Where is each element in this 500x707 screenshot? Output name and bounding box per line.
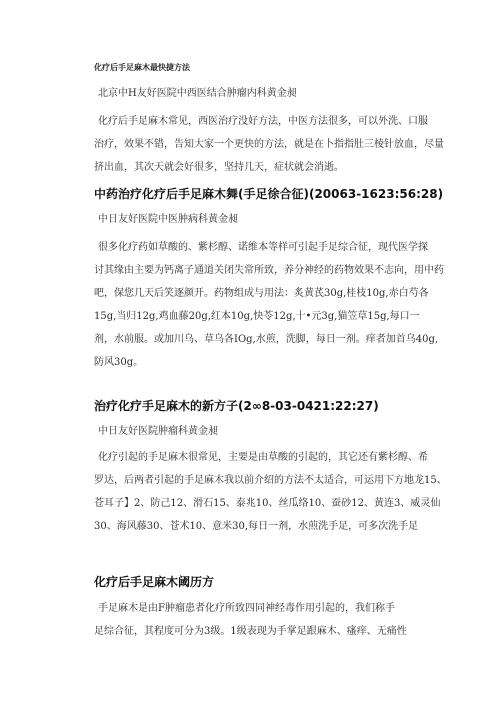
text-line: 化疗后手足麻木常见，西医治疗没好方法，中医方法很多，可以外洗、口服 [98, 116, 428, 127]
section-heading: 中药治疗化疗后手足麻木舞(手足徐合征)(20063-1623:56:28) [94, 187, 444, 201]
text-line: 吧，保您几天后笑逐颜开。药物组成与用法：炙黄芪30g,桂枝10g,赤白芍各 [94, 288, 429, 299]
document-title: 化疗后手足麻木最快捷方法 [94, 63, 190, 72]
text-line: 治疗，效果不错，告知大家一个更快的方法，就是在卜指指肚三棱针放血，尽量 [94, 139, 444, 150]
text-line: 15g,当归12g,鸡血藤20g,红本10g,快苓12g,十•元3g,猫笠草15g,每口一 [94, 311, 420, 322]
text-line: 苍耳子】2、防己12、滑石15、泰兆10、丝瓜络10、蚕砂12、黄连3、威灵仙 [94, 498, 441, 509]
text-line: 剂，水前服。或加川乌、草乌各IOg,水煎，洗脚，每日一剂。痒者加首乌40g, [94, 334, 439, 345]
text-line: 化疗引起的手足麻木很常见，主要是由草酸的引起的，其它还有紫杉醇、希 [98, 452, 428, 463]
text-line: 30、海风藤30、苍术10、意米30,每日一剂，水煎洗手足，可多次洗手足 [94, 521, 419, 532]
paragraph [94, 236, 444, 374]
paragraph [94, 446, 447, 538]
author-line: 中日友好医院中医肿病科黄金昶 [98, 214, 238, 225]
text-line: 足综合征，其程度可分为3级。1级表现为手掌足跟麻木、瘙痒、无痛性 [94, 626, 407, 637]
text-line: 很多化疗药如草酸的、紫杉醇、诺维本等样可引起手足综合征，现代医学探 [98, 242, 428, 253]
author-line: 北京中H友好医院中西医结合肿瘤内科黄金昶 [98, 88, 297, 99]
text-line: 罗达，后两者引起的手足麻木我以前介绍的方法不太适合，可运用下方地龙15、 [94, 475, 447, 486]
text-line: 手足麻木是由F肿瘤患者化疗所致四同神经毒作用引起的，我们称手 [98, 603, 395, 614]
text-line: 防风30g。 [94, 357, 144, 368]
author-line: 中日友好医院肿瘤科黄金昶 [98, 426, 218, 437]
paragraph [94, 597, 434, 643]
section-heading: 化疗后手足麻木阈历方 [94, 575, 215, 589]
text-line: 讨其缘由主要为钙离子通道关闭失常所致，养分神经的药物效果不志向，用中药 [94, 265, 444, 276]
text-line: 挤出血，其次天就会好很多，坚持几天，症状就会消逝。 [94, 162, 344, 173]
paragraph [94, 110, 444, 179]
section-heading: 治疗化疗手足麻木的新方子(2∞8-03-0421:22:27) [94, 399, 379, 413]
